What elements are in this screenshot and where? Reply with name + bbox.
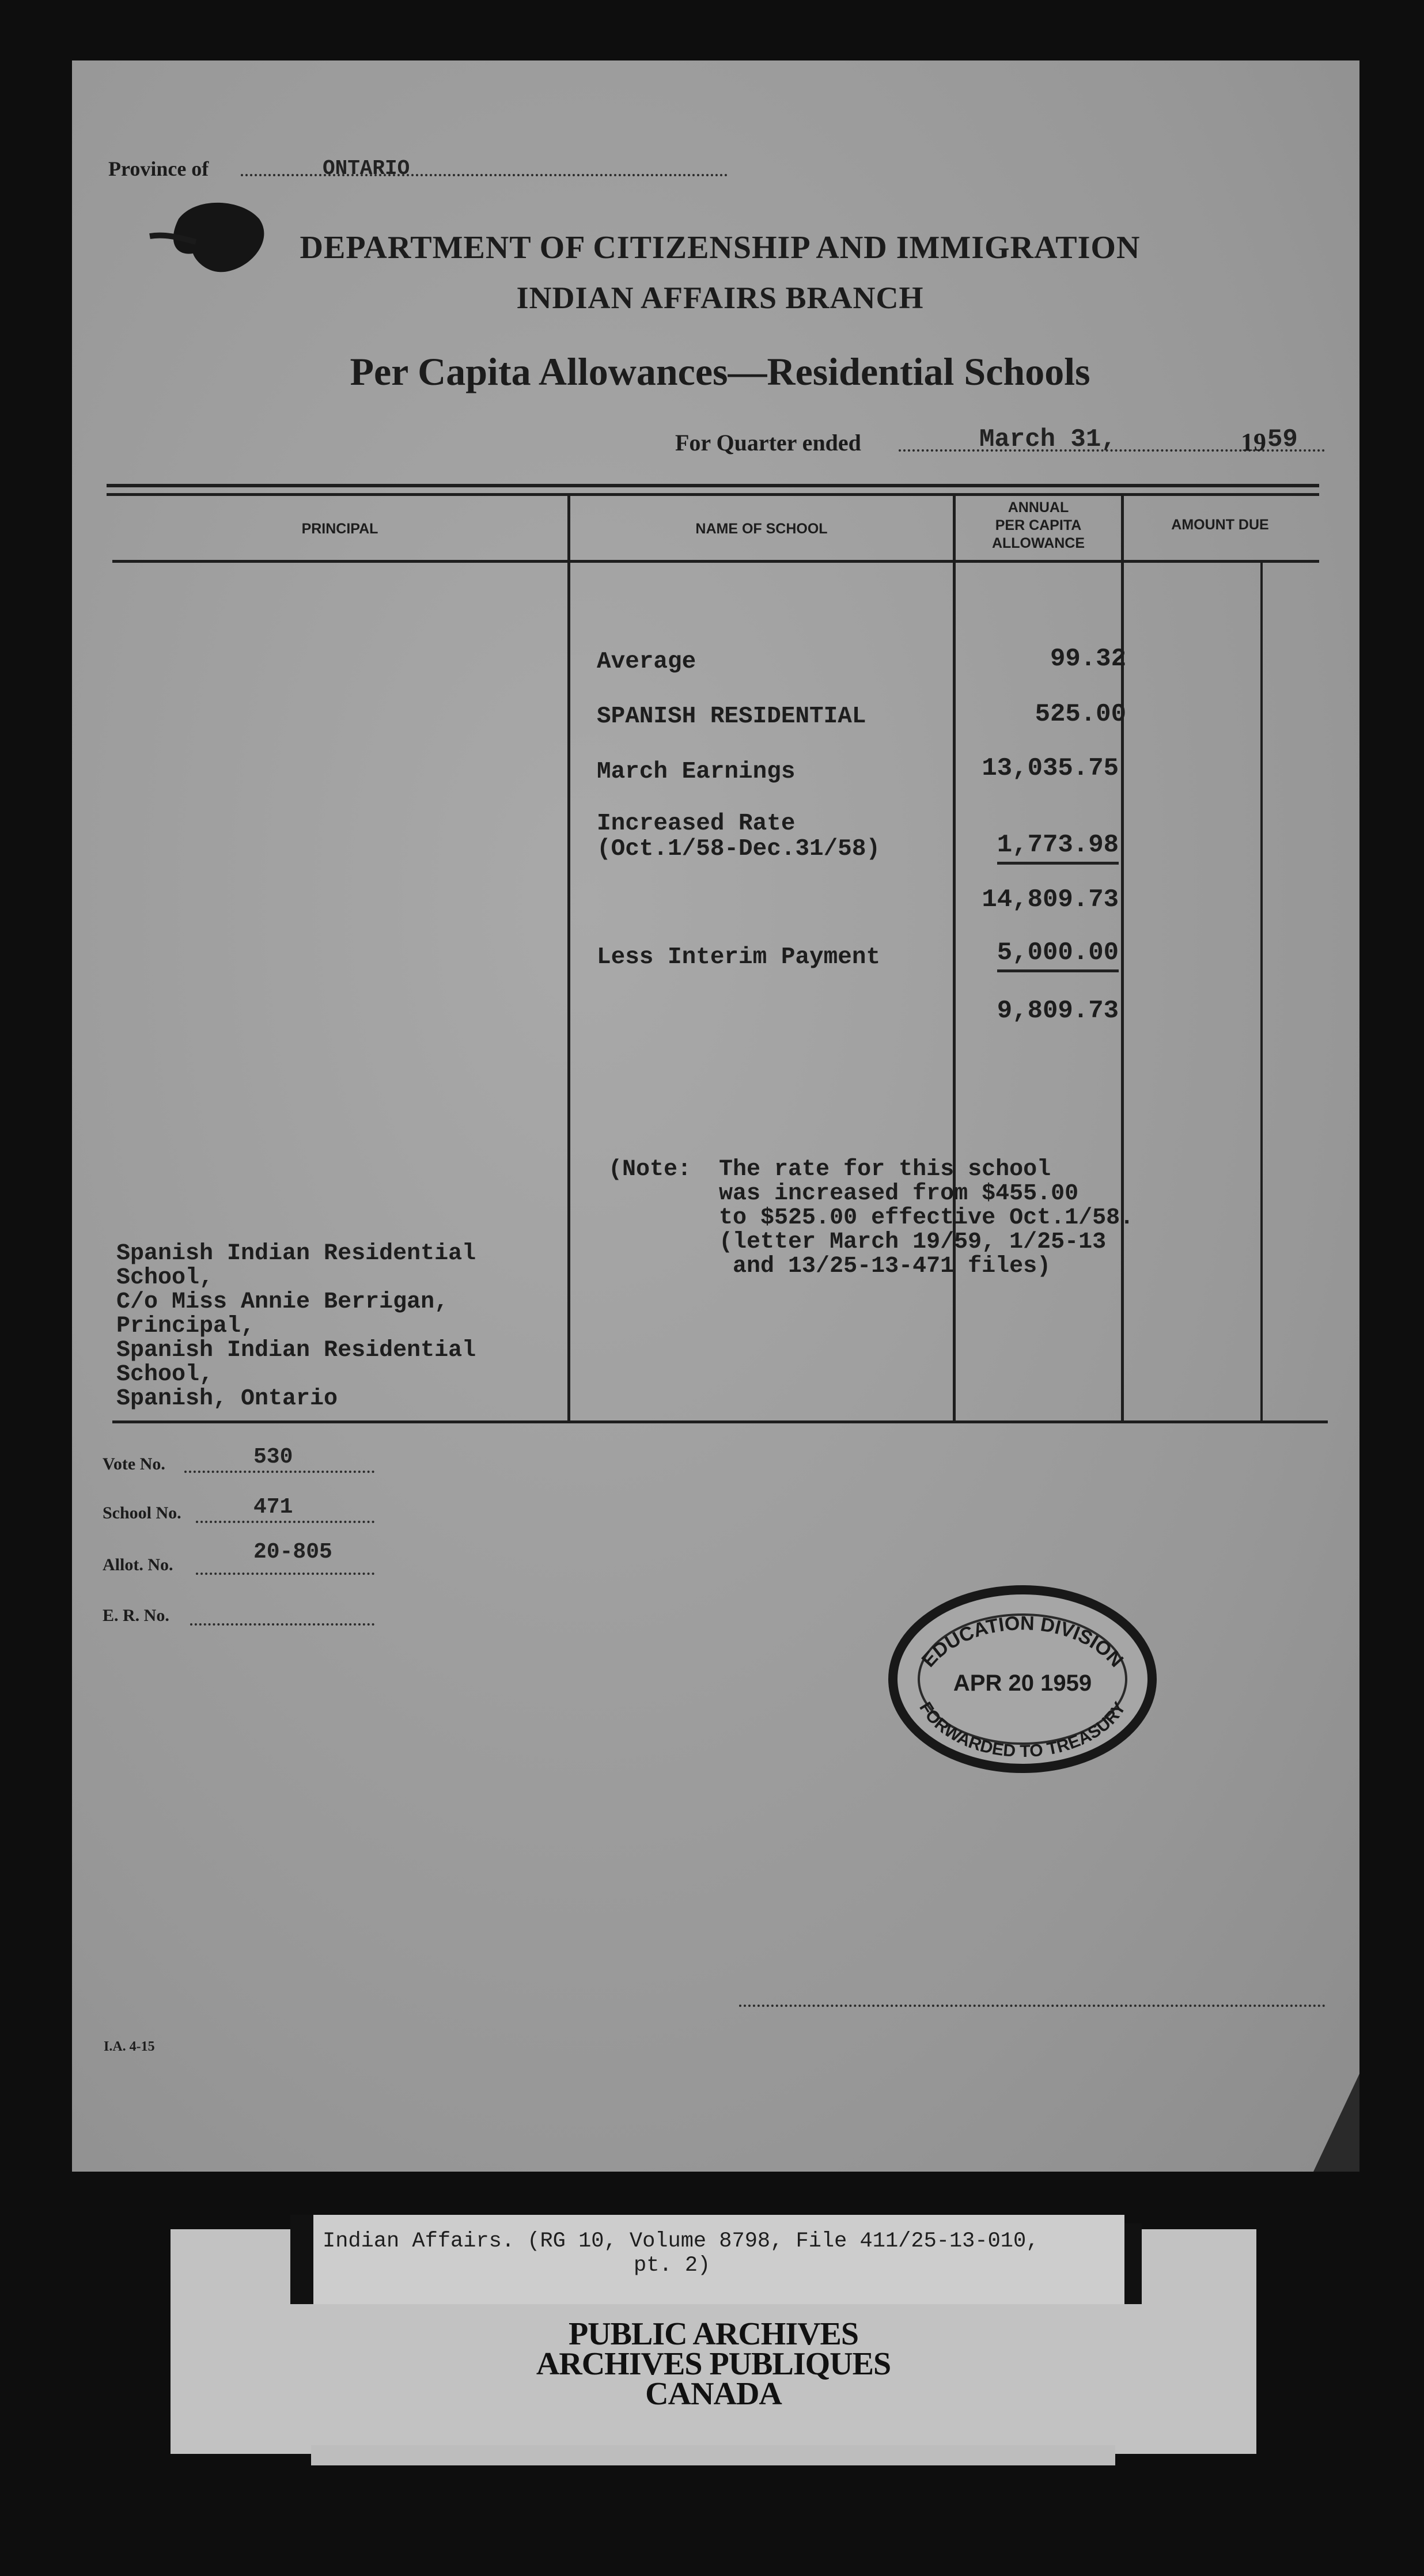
table-top-rule-2: [107, 493, 1319, 496]
reference-line-2: pt. 2): [634, 2253, 711, 2278]
entry-interim-label: Less Interim Payment: [597, 944, 881, 971]
address-line-2: School,: [116, 1265, 214, 1291]
er-dotted-line: [190, 1623, 374, 1626]
header-school: NAME OF SCHOOL: [695, 521, 828, 537]
allot-label: Allot. No.: [103, 1555, 173, 1574]
form-code: I.A. 4-15: [104, 2039, 155, 2054]
archives-line-2: ARCHIVES PUBLIQUES: [536, 2346, 891, 2382]
entry-average-label: Average: [597, 649, 696, 675]
entry-earnings-label: March Earnings: [597, 759, 796, 785]
col-divider-1: [567, 496, 570, 1420]
department-heading: DEPARTMENT OF CITIZENSHIP AND IMMIGRATION: [300, 230, 1141, 266]
province-label: Province of: [108, 157, 209, 180]
address-line-6: School,: [116, 1362, 214, 1388]
principal-address: [116, 1242, 476, 1411]
quarter-label: For Quarter ended: [675, 430, 861, 456]
col-divider-4: [1260, 560, 1263, 1420]
entry-interim-value: [923, 940, 1119, 965]
entry-average-value: 99.32: [1050, 645, 1126, 673]
note-line-1: (Note: The rate for this school: [608, 1157, 1051, 1183]
note-line-3: to $525.00 effective Oct.1/58.: [608, 1205, 1134, 1231]
col-divider-3: [1121, 496, 1124, 1420]
signature-dotted-line: [739, 2005, 1325, 2007]
allot-value: 20-805: [253, 1540, 332, 1564]
year-suffix: 59: [1267, 425, 1298, 454]
note-line-2: was increased from $455.00: [608, 1181, 1079, 1207]
archives-line-3: CANADA: [645, 2376, 782, 2412]
er-label: E. R. No.: [103, 1606, 169, 1625]
address-line-3: C/o Miss Annie Berrigan,: [116, 1289, 449, 1315]
education-division-stamp: [887, 1584, 1158, 1774]
note-block: [608, 1158, 1134, 1279]
address-line-7: Spanish, Ontario: [116, 1386, 338, 1412]
ref-box-right-edge: [1124, 2223, 1142, 2304]
table-top-rule-1: [107, 484, 1319, 487]
stamp-bottom-path: FORWARDED TO TREASURY: [915, 1699, 1130, 1761]
form-title: Per Capita Allowances—Residential Schools: [350, 350, 1090, 393]
header-principal: PRINCIPAL: [301, 521, 378, 537]
table-header-rule: [112, 560, 1319, 563]
header-allowance-line-2: PER CAPITA: [995, 517, 1082, 533]
school-no-dotted-line: [196, 1521, 374, 1523]
entry-increased-label-1: Increased Rate: [597, 810, 796, 837]
stamp-top-path: EDUCATION DIVISION: [917, 1612, 1128, 1672]
vote-dotted-line: [184, 1471, 374, 1473]
entry-subtotal-value: 14,809.73: [982, 885, 1119, 914]
quarter-value: March 31,: [979, 425, 1116, 454]
header-amount-due: AMOUNT DUE: [1171, 517, 1269, 533]
school-no-label: School No.: [103, 1503, 181, 1522]
entry-increased-label-2: (Oct.1/58-Dec.31/58): [597, 836, 881, 862]
province-dotted-line: [241, 174, 728, 176]
entry-school-value: 525.00: [1035, 700, 1126, 729]
header-allowance-line-3: ALLOWANCE: [991, 535, 1085, 551]
address-line-1: Spanish Indian Residential: [116, 1241, 476, 1267]
entry-total-value: 9,809.73: [997, 997, 1119, 1025]
vote-value: 530: [253, 1445, 293, 1469]
year-prefix: 19: [1241, 428, 1266, 456]
vote-label: Vote No.: [103, 1454, 165, 1473]
school-no-value: 471: [253, 1495, 293, 1520]
province-value: ONTARIO: [323, 157, 410, 180]
table-bottom-rule: [112, 1420, 1328, 1423]
note-line-4: (letter March 19/59, 1/25-13: [608, 1229, 1107, 1255]
stamp-date: APR 20 1959: [953, 1670, 1092, 1696]
page-curl: [1308, 2074, 1365, 2177]
address-line-5: Spanish Indian Residential: [116, 1338, 476, 1363]
branch-heading: INDIAN AFFAIRS BRANCH: [516, 281, 924, 315]
archives-line-1: PUBLIC ARCHIVES: [568, 2316, 859, 2352]
note-line-5: and 13/25-13-471 files): [608, 1253, 1051, 1279]
reference-line-1: Indian Affairs. (RG 10, Volume 8798, File 411/25-13-010,: [323, 2229, 1039, 2253]
entry-school-label: SPANISH RESIDENTIAL: [597, 703, 866, 730]
entry-increased-value: [923, 832, 1119, 858]
allot-dotted-line: [196, 1573, 374, 1575]
entry-earnings-value: 13,035.75: [982, 754, 1119, 783]
header-allowance-line-1: ANNUAL: [1008, 499, 1069, 516]
entry-interim-value-text: 5,000.00: [997, 938, 1119, 972]
address-line-4: Principal,: [116, 1313, 255, 1339]
entry-increased-value-text: 1,773.98: [997, 831, 1119, 865]
archives-label-foot: [311, 2445, 1115, 2465]
ref-box-left-edge: [290, 2215, 313, 2304]
